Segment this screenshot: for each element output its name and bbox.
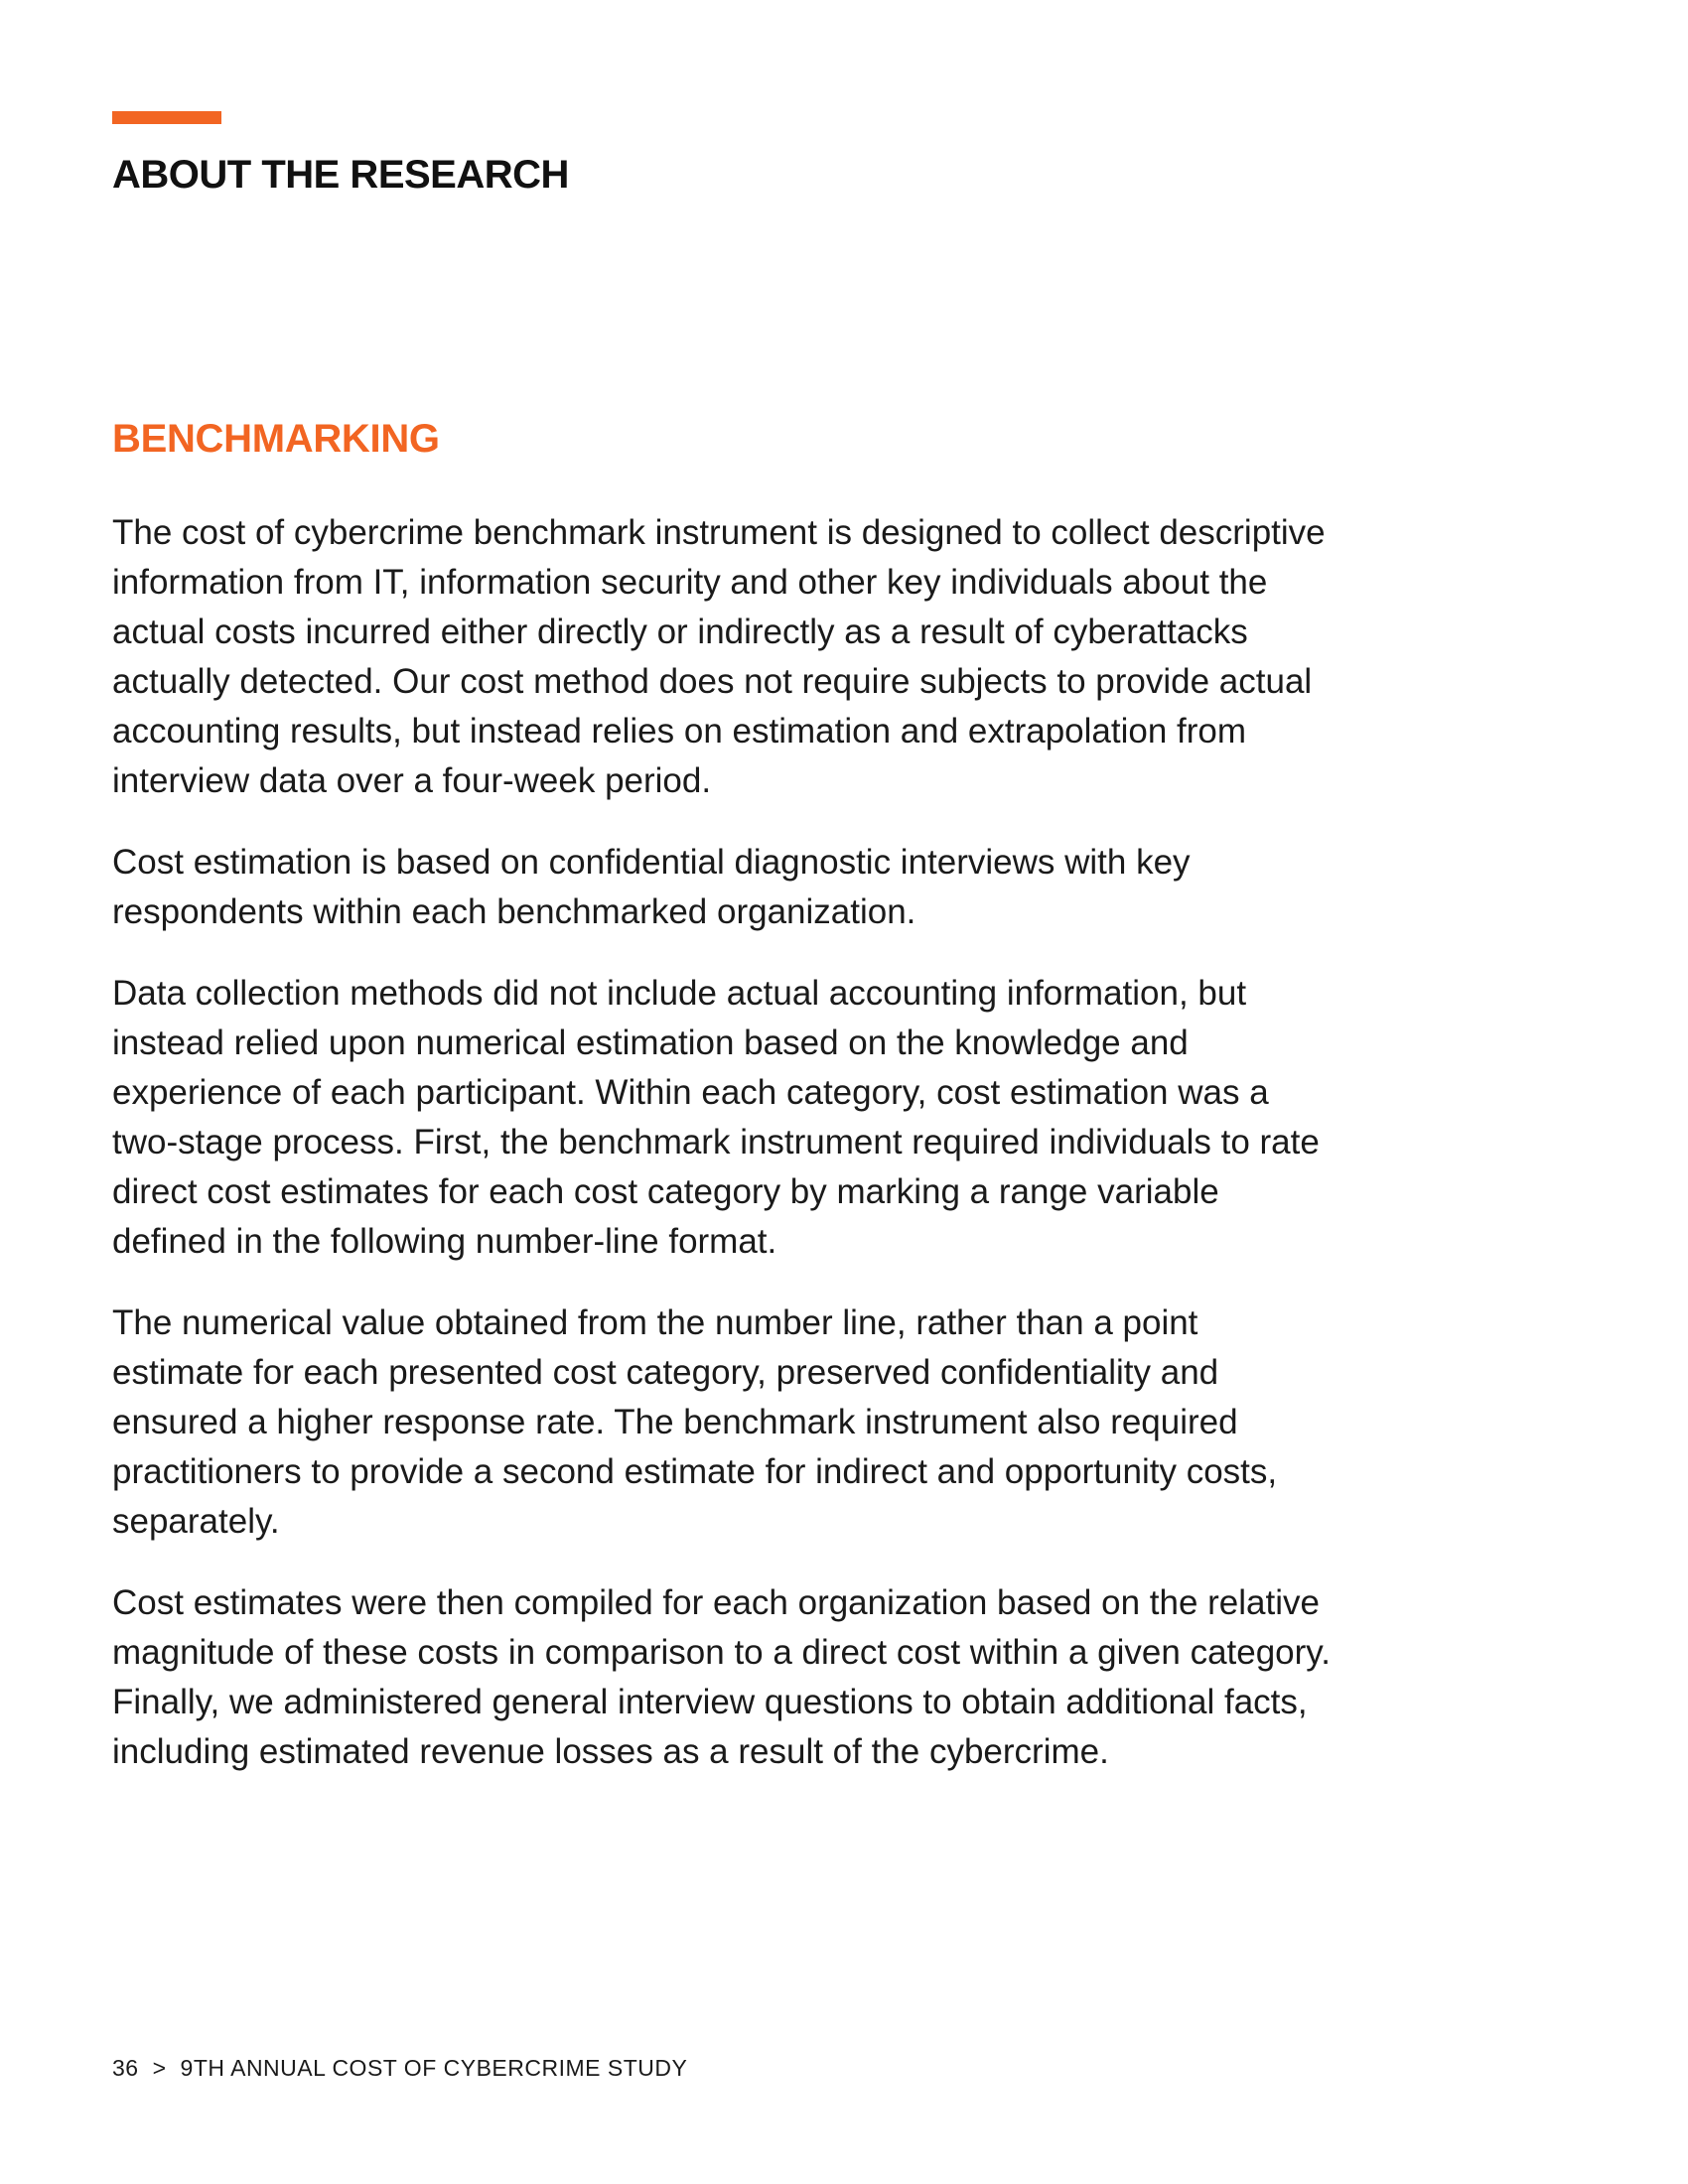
section-heading: BENCHMARKING — [112, 417, 440, 461]
body-text — [112, 508, 1334, 1809]
accent-bar — [112, 111, 221, 124]
paragraph: The cost of cybercrime benchmark instrument is designed to collect descriptive information from IT, information security and other key individuals about the actual costs incurred either directly or indirectly as a result of cyberattacks actually detected. Our cost method does not require subjects to provide actual accounting results, but instead relies on estimation and extrapolation from interview data over a four-week period. — [112, 513, 1326, 800]
paragraph: Cost estimates were then compiled for each organization based on the relative magnitude of these costs in comparison to a direct cost within a given category. Finally, we administered general interview questions to obtain additional facts, including estimated revenue losses as a result of the cybercrime. — [112, 1583, 1331, 1771]
paragraph: Data collection methods did not include actual accounting information, but instead relied upon numerical estimation based on the knowledge and experience of each participant. Within each category, cost estimation was a two-stage process. First, the benchmark instrument required individuals to rate direct cost estimates for each cost category by marking a range variable defined in the following number-line format. — [112, 974, 1320, 1261]
footer-separator: > — [152, 2055, 167, 2081]
paragraph: The numerical value obtained from the number line, rather than a point estimate for each presented cost category, preserved confidentiality and ensured a higher response rate. The benchmark instrument also required practitioners to provide a second estimate for indirect and opportunity costs, separately. — [112, 1303, 1278, 1541]
page-number: 36 — [112, 2055, 139, 2081]
page-footer — [112, 2055, 687, 2082]
publication-title: 9TH ANNUAL COST OF CYBERCRIME STUDY — [180, 2055, 688, 2081]
page-title: ABOUT THE RESEARCH — [112, 153, 569, 197]
paragraph: Cost estimation is based on confidential diagnostic interviews with key respondents within each benchmarked organization. — [112, 843, 1191, 931]
